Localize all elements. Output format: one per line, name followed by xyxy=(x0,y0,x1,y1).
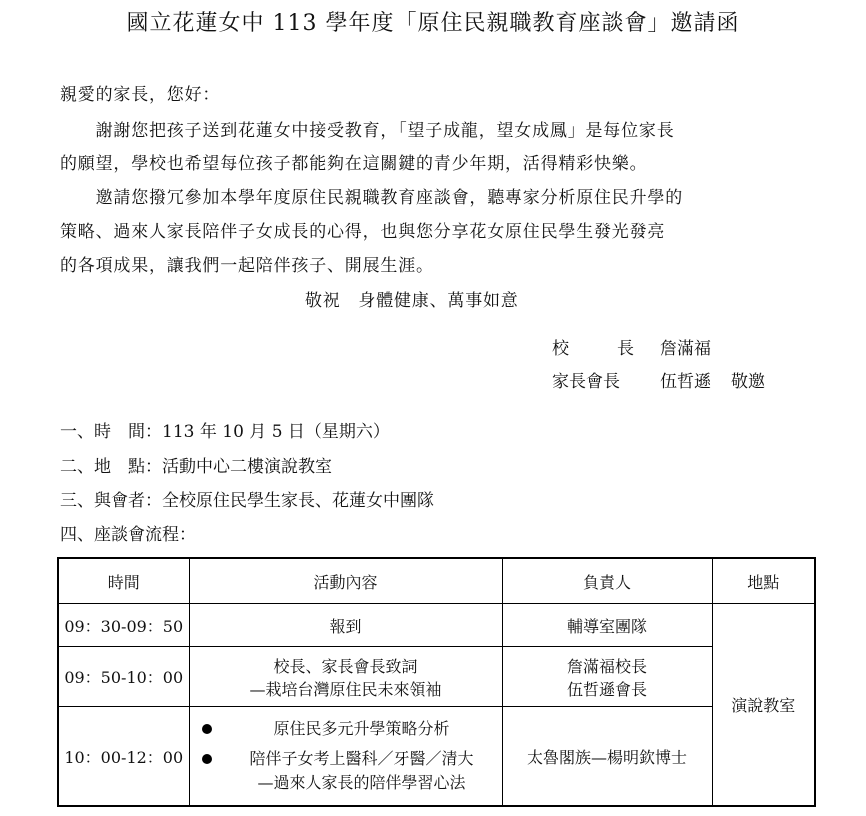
content-line: 校長、家長會長致詞 xyxy=(273,656,418,676)
cell-content: 報到 xyxy=(189,604,502,647)
invite-text: 敬邀 xyxy=(731,372,765,392)
cell-content xyxy=(189,647,502,707)
principal-role xyxy=(552,334,634,359)
schedule-table xyxy=(57,557,816,807)
info-place: 二、地 點：活動中心二樓演說教室 xyxy=(60,457,332,477)
principal-role-char: 校 xyxy=(552,339,569,359)
bullet-continuation xyxy=(200,771,498,795)
table-row xyxy=(58,604,815,647)
cell-content xyxy=(189,707,502,807)
header-content: 活動內容 xyxy=(189,558,502,604)
cell-owner: 太魯閣族—楊明欽博士 xyxy=(502,707,712,807)
bullet-text: —過來人家長的陪伴學習心法 xyxy=(257,773,466,792)
bullet-text: 陪伴子女考上醫科／牙醫／清大 xyxy=(249,749,474,768)
header-time: 時間 xyxy=(58,558,189,604)
table-row xyxy=(58,647,815,707)
paragraph-line: 謝謝您把孩子送到花蓮女中接受教育，「望子成龍，望女成鳳」是每位家長 xyxy=(60,121,675,141)
owner-line: 詹滿福校長 xyxy=(566,656,647,676)
table-row xyxy=(58,707,815,807)
bullet-item xyxy=(200,717,498,741)
cell-time: 09：50-10：00 xyxy=(58,647,189,707)
principal-name: 詹滿福 xyxy=(660,339,711,359)
content-line: —栽培台灣原住民未來領袖 xyxy=(249,679,442,699)
cell-owner: 輔導室團隊 xyxy=(502,604,712,647)
paragraph-line: 策略、過來人家長陪伴子女成長的心得，也與您分享花女原住民學生發光發亮 xyxy=(60,222,666,242)
paragraph-line: 的各項成果，讓我們一起陪伴孩子、開展生涯。 xyxy=(60,256,434,276)
bullet-item xyxy=(200,747,498,771)
bullet-text: 原住民多元升學策略分析 xyxy=(273,719,450,738)
cell-time: 10：00-12：00 xyxy=(58,707,189,807)
cell-time: 09：30-09：50 xyxy=(58,604,189,647)
paragraph-line: 的願望，學校也希望每位孩子都能夠在這關鍵的青少年期，活得精彩快樂。 xyxy=(60,154,648,174)
owner-line: 伍哲遜會長 xyxy=(566,679,647,699)
info-attendees: 三、與會者：全校原住民學生家長、花蓮女中團隊 xyxy=(60,491,434,511)
header-owner: 負責人 xyxy=(502,558,712,604)
header-location: 地點 xyxy=(712,558,815,604)
paragraph-line: 邀請您撥冗參加本學年度原住民親職教育座談會，聽專家分析原住民升學的 xyxy=(60,188,683,208)
bullet-icon xyxy=(202,724,212,734)
principal-signature xyxy=(552,334,711,359)
greeting: 親愛的家長，您好： xyxy=(60,85,221,105)
page-title: 國立花蓮女中 113 學年度「原住民親職教育座談會」邀請函 xyxy=(126,11,740,36)
info-schedule-heading: 四、座談會流程： xyxy=(60,525,196,545)
cell-location: 演說教室 xyxy=(712,604,815,807)
bullet-icon xyxy=(202,754,212,764)
parent-name: 伍哲遜 xyxy=(660,372,711,392)
parent-signature xyxy=(552,367,765,392)
info-time: 一、時 間：113 年 10 月 5 日（星期六） xyxy=(60,422,390,442)
parent-role: 家長會長 xyxy=(552,372,620,392)
table-header-row xyxy=(58,558,815,604)
cell-owner xyxy=(502,647,712,707)
closing-line: 敬祝 身體健康、萬事如意 xyxy=(305,291,519,311)
principal-role-char: 長 xyxy=(617,339,634,359)
